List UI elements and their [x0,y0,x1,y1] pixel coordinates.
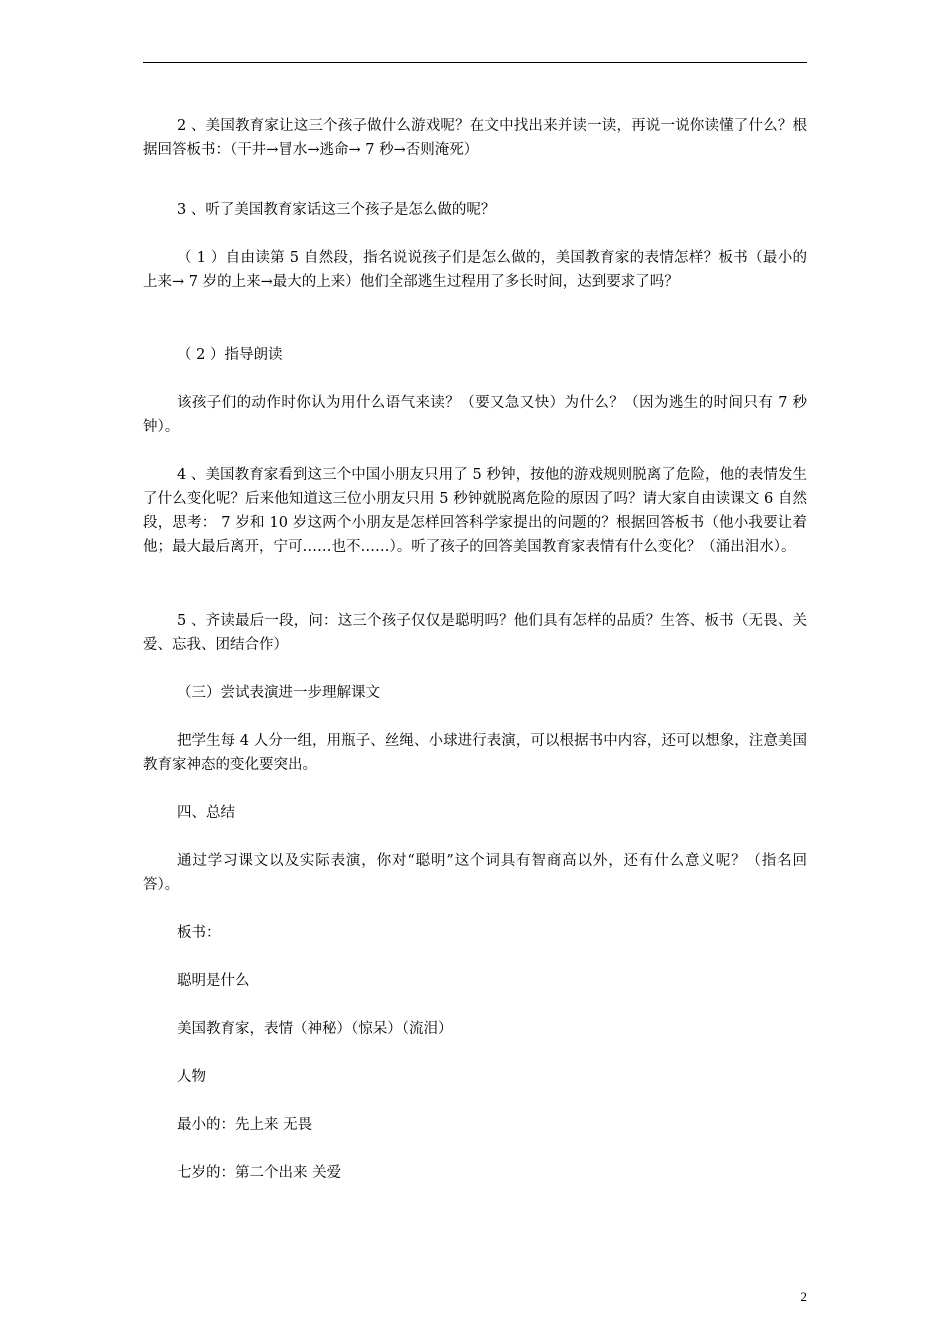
blackboard-characters-label: 人物 [177,1069,206,1085]
blackboard-seven-year-old-line: 七岁的：第二个出来 关爱 [177,1165,342,1181]
paragraph-group-performance: 把学生每 4 人分一组，用瓶子、丝绳、小球进行表演，可以根据书中内容，还可以想象，注意美国教育家神态的变化要突出。 [143,733,807,773]
section-heading-summary: 四、总结 [177,805,235,821]
paragraph-summary-question: 通过学习课文以及实际表演，你对“聪明”这个词具有智商高以外，还有什么意义呢？（指名回答）。 [143,853,807,893]
paragraph-educator-reaction: 4 、美国教育家看到这三个中国小朋友只用了 5 秒钟，按他的游戏规则脱离了危险，他的表情发生了什么变化呢？后来他知道这三位小朋友只用 5 秒钟就脱离危险的原因了吗？请大家自由读课文 6 自然段，思考： 7 岁和 10 岁这两个小朋友是怎样回答科学家提出的问题的？根据回答板书（他小我要让着他；最大最后离开，宁可……也不……）。听了孩子的回答美国教育家表情有什么变化？（涌出泪水）。 [143,467,807,555]
paragraph-reading-tone: 该孩子们的动作时你认为用什么语气来读？（要又急又快）为什么？（因为逃生的时间只有 7 秒钟）。 [143,395,807,435]
blackboard-title: 聪明是什么 [177,973,250,989]
section-heading-performance: （三）尝试表演进一步理解课文 [177,685,380,701]
blackboard-educator-line: 美国教育家，表情（神秘）（惊呆）（流泪） [177,1021,453,1037]
paragraph-read-section-5: （ 1 ）自由读第 5 自然段，指名说说孩子们是怎么做的，美国教育家的表情怎样？板书（最小的上来→ 7 岁的上来→最大的上来）他们全部逃生过程用了多长时间，达到要求了吗？ [143,250,807,290]
blackboard-label: 板书： [177,925,221,941]
header-rule [143,62,807,63]
paragraph-game-question: 2 、美国教育家让这三个孩子做什么游戏呢？在文中找出来并读一读，再说一说你读懂了什么？根据回答板书：（干井→冒水→逃命→ 7 秒→否则淹死） [143,118,807,158]
blackboard-youngest-line: 最小的：先上来 无畏 [177,1117,313,1133]
paragraph-read-last-section: 5 、齐读最后一段，问：这三个孩子仅仅是聪明吗？他们具有怎样的品质？生答、板书（无畏、关爱、忘我、团结合作） [143,613,807,653]
paragraph-how-children-did: 3 、听了美国教育家话这三个孩子是怎么做的呢？ [177,202,496,218]
page-number: 2 [800,1289,807,1304]
paragraph-guided-reading: （ 2 ）指导朗读 [177,347,283,363]
